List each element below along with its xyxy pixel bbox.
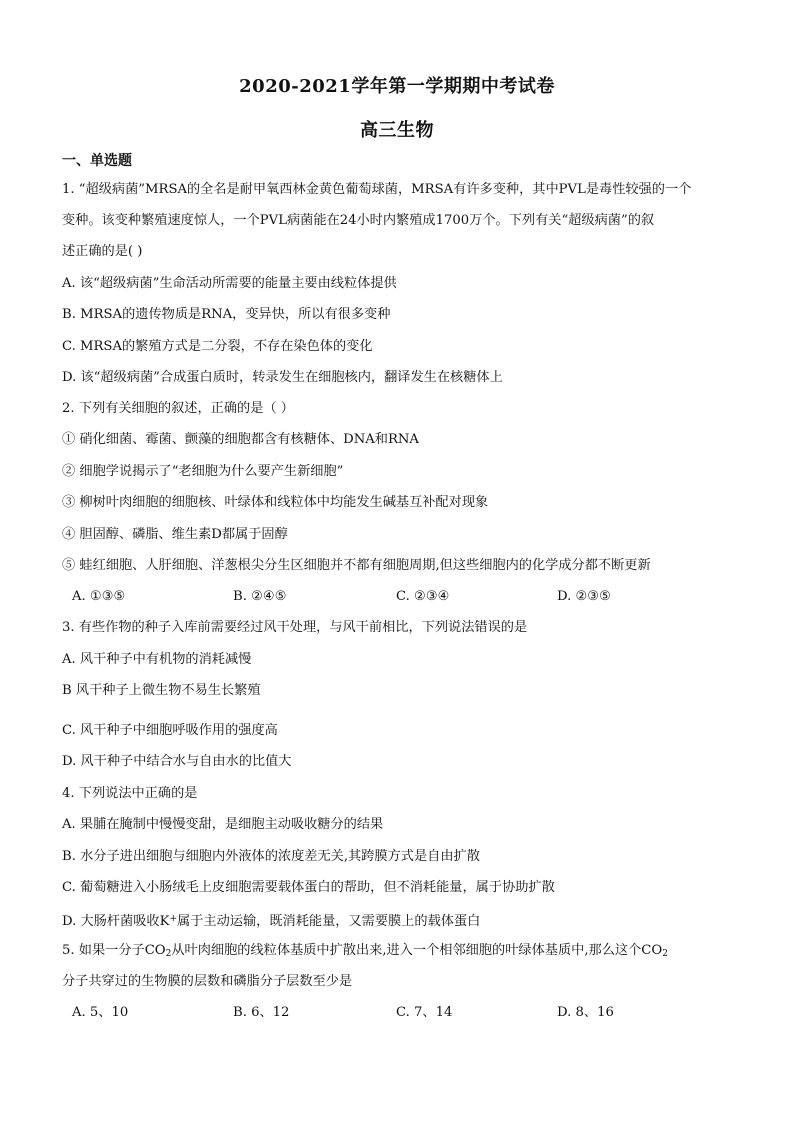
q2-statement-3: ③ 柳树叶肉细胞的细胞核、叶绿体和线粒体中均能发生碱基互补配对现象 — [62, 495, 489, 510]
q5-option-c: C. 7、14 — [396, 1005, 453, 1020]
q4-stem: 4. 下列说法中正确的是 — [62, 786, 198, 801]
q4-option-a: A. 果脯在腌制中慢慢变甜，是细胞主动吸收糖分的结果 — [62, 817, 384, 832]
q5-subscript-1: 2 — [165, 949, 172, 959]
q1-stem-line-2: 变种。该变种繁殖速度惊人，一个PVL病菌能在24小时内繁殖成1700万个。下列有关“超级病菌”的叙 — [62, 213, 655, 228]
q2-statement-2: ② 细胞学说揭示了“老细胞为什么要产生新细胞” — [62, 464, 344, 479]
q5-subscript-2: 2 — [662, 949, 668, 959]
q4-option-b: B. 水分子进出细胞与细胞内外液体的浓度差无关,其跨膜方式是自由扩散 — [62, 849, 480, 864]
q2-stem: 2. 下列有关细胞的叙述，正确的是（ ） — [62, 401, 294, 416]
q5-option-d: D. 8、16 — [557, 1005, 614, 1020]
q1-option-b: B. MRSA的遗传物质是RNA，变异快，所以有很多变种 — [62, 307, 391, 322]
q5-stem-text-2: 从叶肉细胞的线粒体基质中扩散出来,进入一个相邻细胞的叶绿体基质中,那么这个CO — [171, 943, 663, 958]
exam-title: 2020-2021学年第一学期期中考试卷 — [239, 76, 555, 97]
q1-stem-line-1: 1. “超级病菌”MRSA的全名是耐甲氧西林金黄色葡萄球菌，MRSA有许多变种，其中PVL是毒性较强的一个 — [62, 182, 692, 197]
q2-statement-1: ① 硝化细菌、霉菌、颤藻的细胞都含有核糖体、DNA和RNA — [62, 432, 419, 447]
q1-option-d: D. 该“超级病菌”合成蛋白质时，转录发生在细胞核内，翻译发生在核糖体上 — [62, 370, 503, 385]
section-heading: 一、单选题 — [62, 153, 132, 169]
q4-option-d-text-1: D. 大肠杆菌吸收K — [62, 914, 170, 929]
q4-option-d-superscript: + — [169, 914, 178, 924]
q5-stem-line-1 — [62, 942, 668, 963]
q1-stem-line-3: 述正确的是( ) — [62, 244, 143, 259]
q5-stem-text-1: 5. 如果一分子CO — [62, 943, 166, 958]
q3-stem: 3. 有些作物的种子入库前需要经过风干处理，与风干前相比，下列说法错误的是 — [62, 620, 528, 635]
q2-option-b: B. ②④⑤ — [233, 589, 287, 604]
q2-option-c: C. ②③④ — [396, 589, 450, 604]
q2-statement-5: ⑤ 蛙红细胞、人肝细胞、洋葱根尖分生区细胞并不都有细胞周期,但这些细胞内的化学成分都不断更新 — [62, 558, 651, 573]
q2-option-a: A. ①③⑤ — [72, 589, 126, 604]
q2-statement-4: ④ 胆固醇、磷脂、维生素D都属于固醇 — [62, 527, 288, 542]
q3-option-d: D. 风干种子中结合水与自由水的比值大 — [62, 754, 292, 769]
q4-option-c: C. 葡萄糖进入小肠绒毛上皮细胞需要载体蛋白的帮助，但不消耗能量，属于协助扩散 — [62, 880, 555, 895]
q4-option-d-text-2: 属于主动运输，既消耗能量，又需要膜上的载体蛋白 — [177, 914, 481, 929]
q3-option-a: A. 风干种子中有机物的消耗减慢 — [62, 652, 252, 667]
q5-option-a: A. 5、10 — [72, 1005, 129, 1020]
q3-option-b: B 风干种子上微生物不易生长繁殖 — [62, 683, 261, 698]
q4-option-d — [62, 910, 480, 931]
exam-subtitle: 高三生物 — [360, 120, 434, 141]
q1-option-c: C. MRSA的繁殖方式是二分裂，不存在染色体的变化 — [62, 339, 373, 354]
q2-option-d: D. ②③⑤ — [557, 589, 611, 604]
q3-option-c: C. 风干种子中细胞呼吸作用的强度高 — [62, 723, 278, 738]
q5-stem-line-2: 分子共穿过的生物膜的层数和磷脂分子层数至少是 — [62, 974, 353, 989]
q5-option-b: B. 6、12 — [233, 1005, 290, 1020]
q1-option-a: A. 该“超级病菌”生命活动所需要的能量主要由线粒体提供 — [62, 276, 397, 291]
